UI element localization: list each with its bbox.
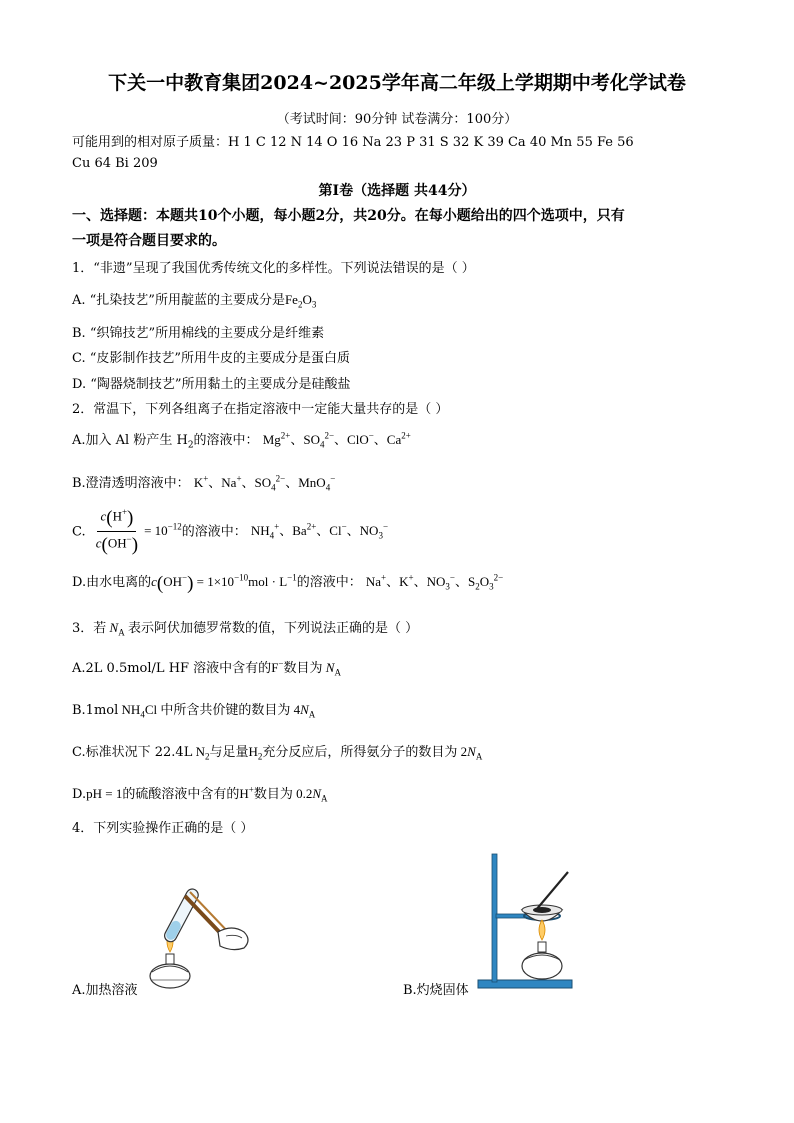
q4-caption-a: A.加热溶液 — [72, 983, 138, 998]
q3-stem: 3．若 $N_A$ 表示阿伏加德罗常数的值，下列说法正确的是（ ） — [72, 620, 419, 638]
q2-option-b: B.澄清透明溶液中： K+、Na+、$SO_4^{2-}$、MnO$_4$− — [72, 473, 336, 493]
part1-title: 第Ⅰ卷（选择题 共44分） — [318, 183, 476, 199]
section-instruction-1: 一、选择题：本题共10个小题，每小题2分，共20分。在每小题给出的四个选项中，只有 — [72, 208, 625, 224]
q2-stem: 2．常温下，下列各组离子在指定溶液中一定能大量共存的是（ ） — [72, 402, 449, 417]
q2-option-d: D.由水电离的$c(OH^-) = 1\times 10^{-10}mol \cdot L^{-1}$的溶液中： Na+、K+、$NO_3^-$、$S_2O_3^{2-}$ — [72, 572, 504, 594]
q1-stem: 1．“非遗”呈现了我国优秀传统文化的多样性。下列说法错误的是（ ） — [72, 261, 475, 276]
exam-title: 下关一中教育集团2024~2025学年高二年级上学期期中考化学试卷 — [108, 72, 686, 94]
atomic-mass-line1: 可能用到的相对原子质量：H 1 C 12 N 14 O 16 Na 23 P 31 S 32 K 39 Ca 40 Mn 55 Fe 56 — [72, 135, 634, 150]
q3-option-c: C.标准状况下 22.4L $N_2$与足量$H_2$充分反应后，所得氨分子的数目为 $2N_A$ — [72, 744, 483, 762]
figure-burning-solid — [470, 852, 580, 992]
atomic-mass-line2: Cu 64 Bi 209 — [72, 156, 158, 171]
q3-option-a: A.2L 0.5mol/L HF 溶液中含有的F−数目为 $N_A$ — [72, 658, 341, 678]
q2-option-a: A.加入 Al 粉产生 $H_2$的溶液中： $Mg^{2+}$、$SO_4^{2-}$、ClO−、$Ca^{2+}$ — [72, 430, 411, 451]
q1-option-b: B. “织锦技艺”所用棉线的主要成分是纤维素 — [72, 326, 325, 341]
q4-caption-b: B.灼烧固体 — [403, 983, 469, 998]
q1-option-d: D. “陶器烧制技艺”所用黏土的主要成分是硅酸盐 — [72, 377, 351, 392]
q1-option-c: C. “皮影制作技艺”所用牛皮的主要成分是蛋白质 — [72, 351, 351, 366]
q1-option-a: A. “扎染技艺”所用靛蓝的主要成分是$Fe_2O_3$ — [72, 292, 317, 310]
q4-stem: 4．下列实验操作正确的是（ ） — [72, 821, 254, 836]
q3-option-b: B.1mol $NH_4Cl$ 中所含共价键的数目为 $4N_A$ — [72, 702, 316, 720]
figure-heating-solution — [140, 888, 255, 993]
exam-info: （考试时间：90分钟 试卷满分：100分） — [276, 112, 518, 127]
q3-option-d: D.pH = 1的硫酸溶液中含有的H+数目为 $0.2N_A$ — [72, 784, 328, 804]
q2-option-c: C. $\frac{c(H^+)}{c(OH^-)}$ = $10^{-12}$的溶液中： $NH_4^+$、$Ba^{2+}$、Cl−、$NO_3^-$ — [72, 507, 389, 556]
section-instruction-2: 一项是符合题目要求的。 — [72, 233, 226, 249]
